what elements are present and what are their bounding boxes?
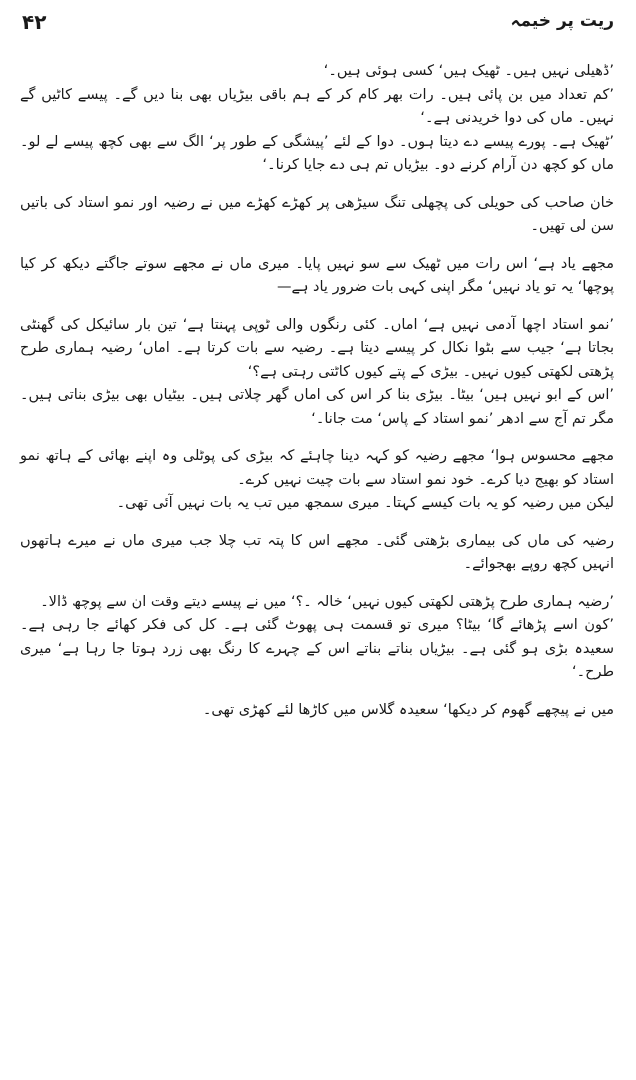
paragraph: رضیہ کی ماں کی بیماری بڑھتی گئی۔ مجھے اس کا پتہ تب چلا جب میری ماں نے میرے ہاتھوں انہیں کچھ روپے بھجوائے۔ [20, 532, 614, 572]
page-header [22, 10, 614, 40]
paragraph: مجھے یاد ہے‘ اس رات میں ٹھیک سے سو نہیں پایا۔ میری ماں نے مجھے سوتے جاگتے دیکھ کر کیا پوچھا‘ یہ تو یاد نہیں‘ مگر اپنی کہی بات ضرور یاد ہے— [20, 255, 614, 295]
page-body [20, 60, 614, 722]
paragraph: ’اس کے ابو نہیں ہیں‘ بیٹا۔ بیڑی بنا کر اس کی اماں گھر چلاتی ہیں۔ بیٹیاں بھی بیڑی بناتی ہیں۔ مگر تم آج سے ادھر ’نمو استاد کے پاس‘ مت جانا۔‘ [20, 387, 614, 427]
paragraph: میں نے پیچھے گھوم کر دیکھا‘ سعیدہ گلاس میں کاڑھا لئے کھڑی تھی۔ [202, 701, 614, 718]
paragraph: ’نمو استاد اچھا آدمی نہیں ہے‘ اماں۔ کئی رنگوں والی ٹوپی پہنتا ہے‘ تین بار سائیکل کی گھنٹی بجاتا ہے‘ جیب سے بٹوا نکال کر پیسے دیتا ہے۔ رضیہ سے بات کرتا ہے۔ اماں‘ رضیہ ہماری طرح پڑھتی لکھتی کیوں نہیں۔ بیڑی کے پتے کیوں کاٹتی رہتی ہے؟‘ [20, 316, 614, 380]
paragraph: ’ٹھیک ہے۔ پورے پیسے دے دیتا ہوں۔ دوا کے لئے ’پیشگی کے طور پر‘ الگ سے بھی کچھ پیسے لے لو۔ ماں کو کچھ دن آرام کرنے دو۔ بیڑیاں تم ہی دے جایا کرنا۔‘ [20, 133, 614, 173]
paragraph: ’رضیہ ہماری طرح پڑھتی لکھتی کیوں نہیں‘ خالہ ۔؟‘ میں نے پیسے دیتے وقت ان سے پوچھ ڈالا۔ [40, 593, 614, 610]
paragraph: ’کون اسے پڑھائے گا‘ بیٹا؟ میری تو قسمت ہی پھوٹ گئی ہے۔ کل کی فکر کھائے جا رہی ہے۔ سعیدہ بڑی ہو گئی ہے۔ بیڑیاں بناتے بناتے اس کے چہرے کا رنگ بھی زرد ہوتا جا رہا ہے‘ میری طرح۔‘ [20, 617, 614, 680]
paragraph: خان صاحب کی حویلی کی پچھلی تنگ سیڑھی پر کھڑے کھڑے میں نے رضیہ اور نمو استاد کی باتیں سن لی تھیں۔ [20, 194, 614, 234]
paragraph: لیکن میں رضیہ کو یہ بات کیسے کہتا۔ میری سمجھ میں تب یہ بات نہیں آئی تھی۔ [116, 495, 614, 511]
book-title: ریت پر خیمہ [510, 11, 614, 31]
paragraph: ’ڈھیلی نہیں ہیں۔ ٹھیک ہیں‘ کسی ہوئی ہیں۔‘ [323, 63, 614, 79]
page-number: ۴۲ [22, 10, 47, 34]
paragraph: ’کم تعداد میں بن پائی ہیں۔ رات بھر کام کر کے ہم باقی بیڑیاں بھی بنا دیں گے۔ پیسے کاٹیں گے نہیں۔ ماں کی دوا خریدنی ہے۔‘ [20, 86, 614, 126]
paragraph: مجھے محسوس ہوا‘ مجھے رضیہ کو کہہ دینا چاہئے کہ بیڑی کی پوٹلی وہ اپنے بھائی کے ہاتھ نمو استاد کو بھیج دیا کرے۔ خود نمو استاد سے بات چیت نہیں کرے۔ [20, 448, 614, 488]
